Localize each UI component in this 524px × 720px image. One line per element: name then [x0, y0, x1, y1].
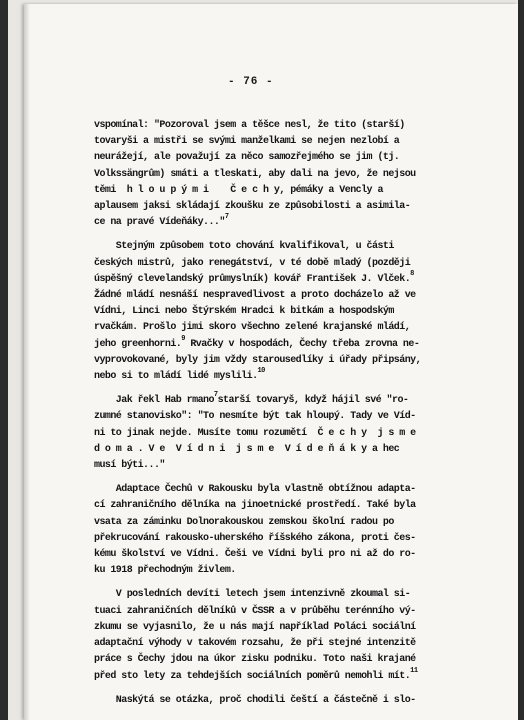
- line-text: ce na pravé Vídeňáky...": [94, 217, 225, 229]
- line-text: kému školství ve Vídni. Češi ve Vídni byli pro ni až do ro-: [94, 549, 416, 561]
- line-text: vsata za záminku Dolnorakouskou zemskou školní radou po: [94, 516, 394, 528]
- paragraph-gap: [94, 709, 474, 717]
- line-text: Volkssängrům) smáti a tleskati, aby dali na jevo, že nejsou: [94, 168, 416, 180]
- paragraph: [94, 393, 474, 474]
- line-text: ni to jinak nejde. Musíte tomu rozumětí Č e c h y j s m e: [94, 427, 416, 439]
- text-line: [94, 620, 474, 636]
- line-text: rvačkám. Prošlo jimi skoro všechno zelené krajanské mládí,: [94, 322, 411, 334]
- text-line: [94, 183, 474, 199]
- text-line: [94, 269, 474, 288]
- line-text: těmi h l o u p ý m i Č e c h y, pémáky a Vencly a: [94, 184, 383, 196]
- text-line: [94, 215, 474, 231]
- line-text: Adaptace Čechů v Rakousku byla vlastně obtížnou adapta-: [94, 484, 416, 496]
- footnote-marker: 7: [213, 391, 218, 400]
- line-text: adaptační výhody v takovém rozsahu, že při stejné intenzitě: [94, 638, 416, 650]
- line-text: Naskýtá se otázka, proč chodili čeští a částečně i slo-: [94, 694, 416, 706]
- text-line: [94, 531, 474, 547]
- paragraph: [94, 118, 474, 231]
- footnote-marker: 10: [257, 367, 265, 376]
- text-line: [94, 482, 474, 498]
- text-line: [94, 304, 474, 320]
- text-line: [94, 288, 474, 304]
- text-line: [94, 393, 474, 409]
- text-line: [94, 426, 474, 442]
- line-text: tovaryši a mistři se svými manželkami se nejen nezlobí a: [94, 136, 400, 148]
- text-line: [94, 199, 474, 215]
- line-text: V posledních devíti letech jsem intenzivně zkoumal si-: [94, 589, 411, 601]
- document-body: [94, 118, 474, 717]
- text-line: [94, 256, 474, 272]
- paragraph-gap: [94, 385, 474, 393]
- paragraph-gap: [94, 474, 474, 482]
- line-text: d o m a . V e V í d n i j s m e V í d e ň á k y a hec: [94, 443, 400, 455]
- line-text: před sto lety za tehdejších sociálních poměrů nemohli mít.: [94, 670, 411, 682]
- footnote-marker: 11: [410, 666, 418, 675]
- text-line: [94, 563, 474, 579]
- footnote-marker: 7: [224, 213, 229, 222]
- paragraph: [94, 693, 474, 709]
- line-text: zkumu se vyjasnilo, že u nás mají například Poláci sociální: [94, 621, 416, 633]
- footnote-marker: 8: [410, 269, 414, 278]
- line-text: Vídni, Linci nebo Štýrském Hradci k bitkám a hospodským: [94, 306, 394, 318]
- line-text: tuaci zahraničních dělníků v ČSSR a v průběhu terénního vý-: [94, 605, 416, 617]
- page-number: - 76 -: [228, 76, 274, 88]
- text-line: [94, 320, 474, 336]
- text-line: [94, 604, 474, 620]
- text-line: [94, 587, 474, 603]
- text-line: [94, 334, 474, 353]
- line-text: překrucování rakousko-uherského říšského zákona, proti čes-: [94, 532, 416, 544]
- line-text: vspomínal: "Pozoroval jsem a těšce nesl, že tito (starší): [94, 120, 405, 131]
- line-text-continued: Rvačky v hospodách, Čechy třeba zrovna ne-: [184, 338, 420, 350]
- text-line: [94, 498, 474, 514]
- text-line: [94, 134, 474, 150]
- text-line: [94, 458, 474, 474]
- paragraph: [94, 587, 474, 684]
- line-text: musí býti...": [94, 460, 165, 472]
- text-line: [94, 118, 474, 134]
- text-line: [94, 547, 474, 563]
- line-text: vyprovokované, byly jim vždy starousedlíky i úřady připsány,: [94, 354, 422, 366]
- text-line: [94, 167, 474, 183]
- line-text: zumné stanovisko": "To nesmíte být tak hloupý. Tady ve Víd-: [94, 411, 416, 423]
- paragraph: [94, 239, 474, 385]
- line-text: Žádné mládí nesnáší nespravedlivost a proto docházelo až ve: [94, 290, 416, 302]
- line-text: jeho greenhorni.: [94, 338, 182, 350]
- line-text: ku 1918 přechodným živlem.: [94, 565, 236, 577]
- text-line: [94, 693, 474, 709]
- text-line: [94, 369, 474, 385]
- paragraph-gap: [94, 231, 474, 239]
- line-text: Stejným způsobem toto chování kvalifikoval, u části: [94, 241, 394, 253]
- text-line: [94, 442, 474, 458]
- line-text: práce s Čechy jdou na úkor zisku podniku. Toto naši krajané: [94, 654, 416, 666]
- paragraph-gap: [94, 685, 474, 693]
- line-text: Jak řekl Hab rmano: [94, 395, 214, 407]
- text-line: [94, 353, 474, 369]
- line-text: nebo si to mládí lidé myslili.: [94, 371, 258, 383]
- paragraph: [94, 482, 474, 579]
- line-text: českých mistrů, jako renegátství, v té době mladý (později: [94, 257, 411, 269]
- line-text: aplausem jaksi skládají zkoušku ze způsobilosti a asimila-: [94, 201, 411, 213]
- text-line: [94, 409, 474, 425]
- text-line: [94, 239, 474, 255]
- text-line: [94, 636, 474, 652]
- text-line: [94, 150, 474, 166]
- text-line: [94, 515, 474, 531]
- line-text-continued: starší tovaryš, když hájil své "ro-: [217, 395, 409, 407]
- line-text: cí zahraničního dělníka na jinoetnické prostředí. Také byla: [94, 500, 416, 512]
- text-line: [94, 666, 474, 685]
- footnote-marker: 9: [181, 334, 185, 343]
- line-text: neurážejí, ale považují za něco samozřejmého se jim (tj.: [94, 152, 400, 164]
- line-text: úspěšný clevelandský průmyslník) kovář František J. Vlček.: [94, 273, 411, 285]
- paragraph-gap: [94, 579, 474, 587]
- page-edge-shadow: [24, 4, 30, 720]
